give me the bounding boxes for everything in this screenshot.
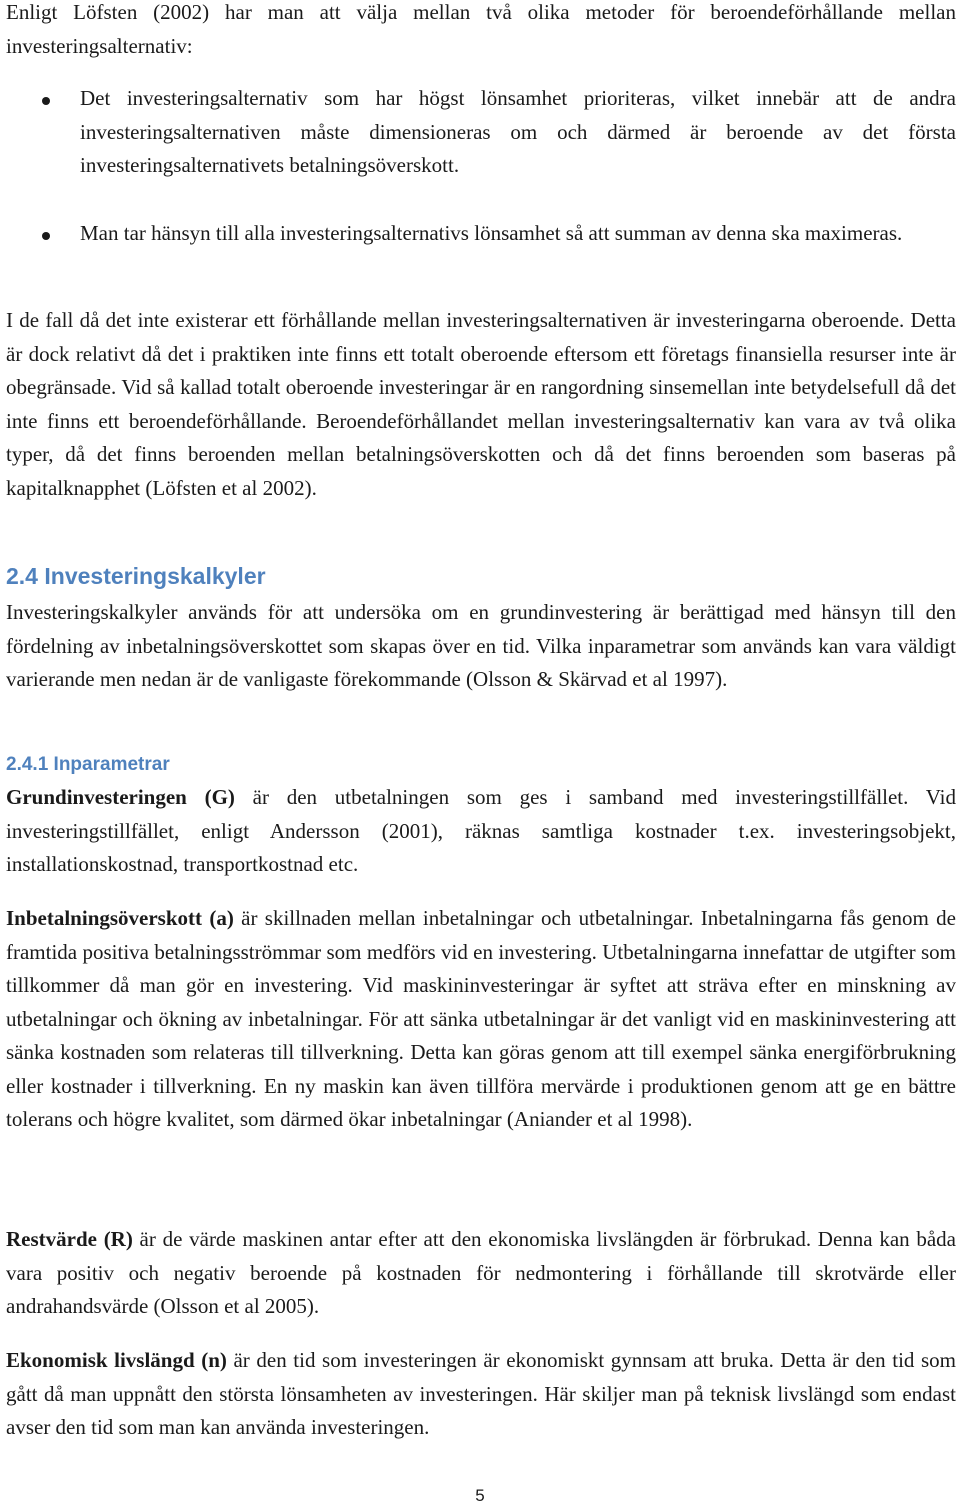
term-label: Grundinvesteringen (G) xyxy=(6,785,235,809)
section-number: 2.4 xyxy=(6,563,38,589)
bullet-icon xyxy=(42,97,50,105)
oberoende-paragraph: I de fall då det inte existerar ett förhållande mellan investeringsalternativen är investeringarna oberoende. Detta är dock relativt då det i praktiken inte finns ett totalt oberoende eftersom ett företags finansiella resurser inte är obegränsade. Vid så kallad totalt oberoende investeringar är en rangordning sinsemellan inte betydelsefull då det inte finns ett beroendeförhållande. Beroendeförhållandet mellan investeringsalternativ kan vara av två olika typer, då det finns beroenden mellan betalningsöverskotten och då det finns beroenden som baseras på kapitalknapphet (Löfsten et al 2002). xyxy=(6,308,956,500)
subsection-heading xyxy=(6,754,170,776)
term-text: är de värde maskinen antar efter att den ekonomiska livslängden är förbrukad. Denna kan båda vara positiv och negativ beroende på kostnaden för nedmontering i förhållande till skrotvärde eller andrahandsvärde (Olsson et al 2005). xyxy=(6,1227,956,1318)
subsection-title: Inparametrar xyxy=(53,754,170,775)
term-paragraph-restvarde xyxy=(6,1223,956,1324)
bullet-item: Man tar hänsyn till alla investeringsalternativs lönsamhet så att summan av denna ska maximeras. xyxy=(80,221,903,245)
term-text: är den utbetalningen som ges i samband med investeringstillfället. Vid investeringstillfället, enligt Andersson (2001), räknas samtliga kostnader t.ex. investeringsobjekt, installationskostnad, transportkostnad etc. xyxy=(6,785,956,876)
term-paragraph-livslangd xyxy=(6,1344,956,1445)
section-title: Investeringskalkyler xyxy=(44,563,266,589)
term-paragraph-inbetalningsoverskott xyxy=(6,902,956,1137)
term-text: är den tid som investeringen är ekonomiskt gynnsam att bruka. Detta är den tid som gått då man uppnått den största lönsamheten av investeringen. Här skiljer man på teknisk livslängd som endast avser den tid som man kan använda investeringen. xyxy=(6,1348,956,1439)
term-label: Inbetalningsöverskott (a) xyxy=(6,906,234,930)
term-text: är skillnaden mellan inbetalningar och utbetalningar. Inbetalningarna fås genom de framtida positiva betalningsströmmar som medförs vid en investering. Utbetalningarna innefattar de utgifter som tillkommer då man gör en investering. Vid maskininvesteringar är syftet att sträva efter en minskning av utbetalningar och ökning av inbetalningar. För att sänka utbetalningar är det vanligt vid en maskininvestering att sänka kostnaden som relateras till tillverkning. Detta kan göras genom att till exempel sänka energiförbrukning eller kostnader i tillverkning. En ny maskin kan även tillföra mervärde i produktionen genom att ge en bättre tolerans och högre kvalitet, som därmed ökar inbetalningar (Aniander et al 1998). xyxy=(6,906,956,1131)
subsection-number: 2.4.1 xyxy=(6,754,49,775)
term-label: Ekonomisk livslängd (n) xyxy=(6,1348,227,1372)
page-number: 5 xyxy=(475,1486,485,1505)
term-label: Restvärde (R) xyxy=(6,1227,133,1251)
bullet-item: Det investeringsalternativ som har högst lönsamhet prioriteras, vilket innebär att de andra investeringsalternativen måste dimensioneras om och därmed är beroende av det första investeringsalternativets betalningsöverskott. xyxy=(80,86,956,177)
bullet-icon xyxy=(42,232,50,240)
section-heading xyxy=(6,563,266,590)
term-paragraph-grundinvestering xyxy=(6,781,956,882)
intro-paragraph: Enligt Löfsten (2002) har man att välja mellan två olika metoder för beroendeförhållande mellan investeringsalternativ: xyxy=(6,0,956,58)
section-paragraph: Investeringskalkyler används för att undersöka om en grundinvestering är berättigad med hänsyn till den fördelning av inbetalningsöverskottet som skapas över en tid. Vilka inparametrar som används kan vara väldigt varierande men nedan är de vanligaste förekommande (Olsson & Skärvad et al 1997). xyxy=(6,600,956,691)
